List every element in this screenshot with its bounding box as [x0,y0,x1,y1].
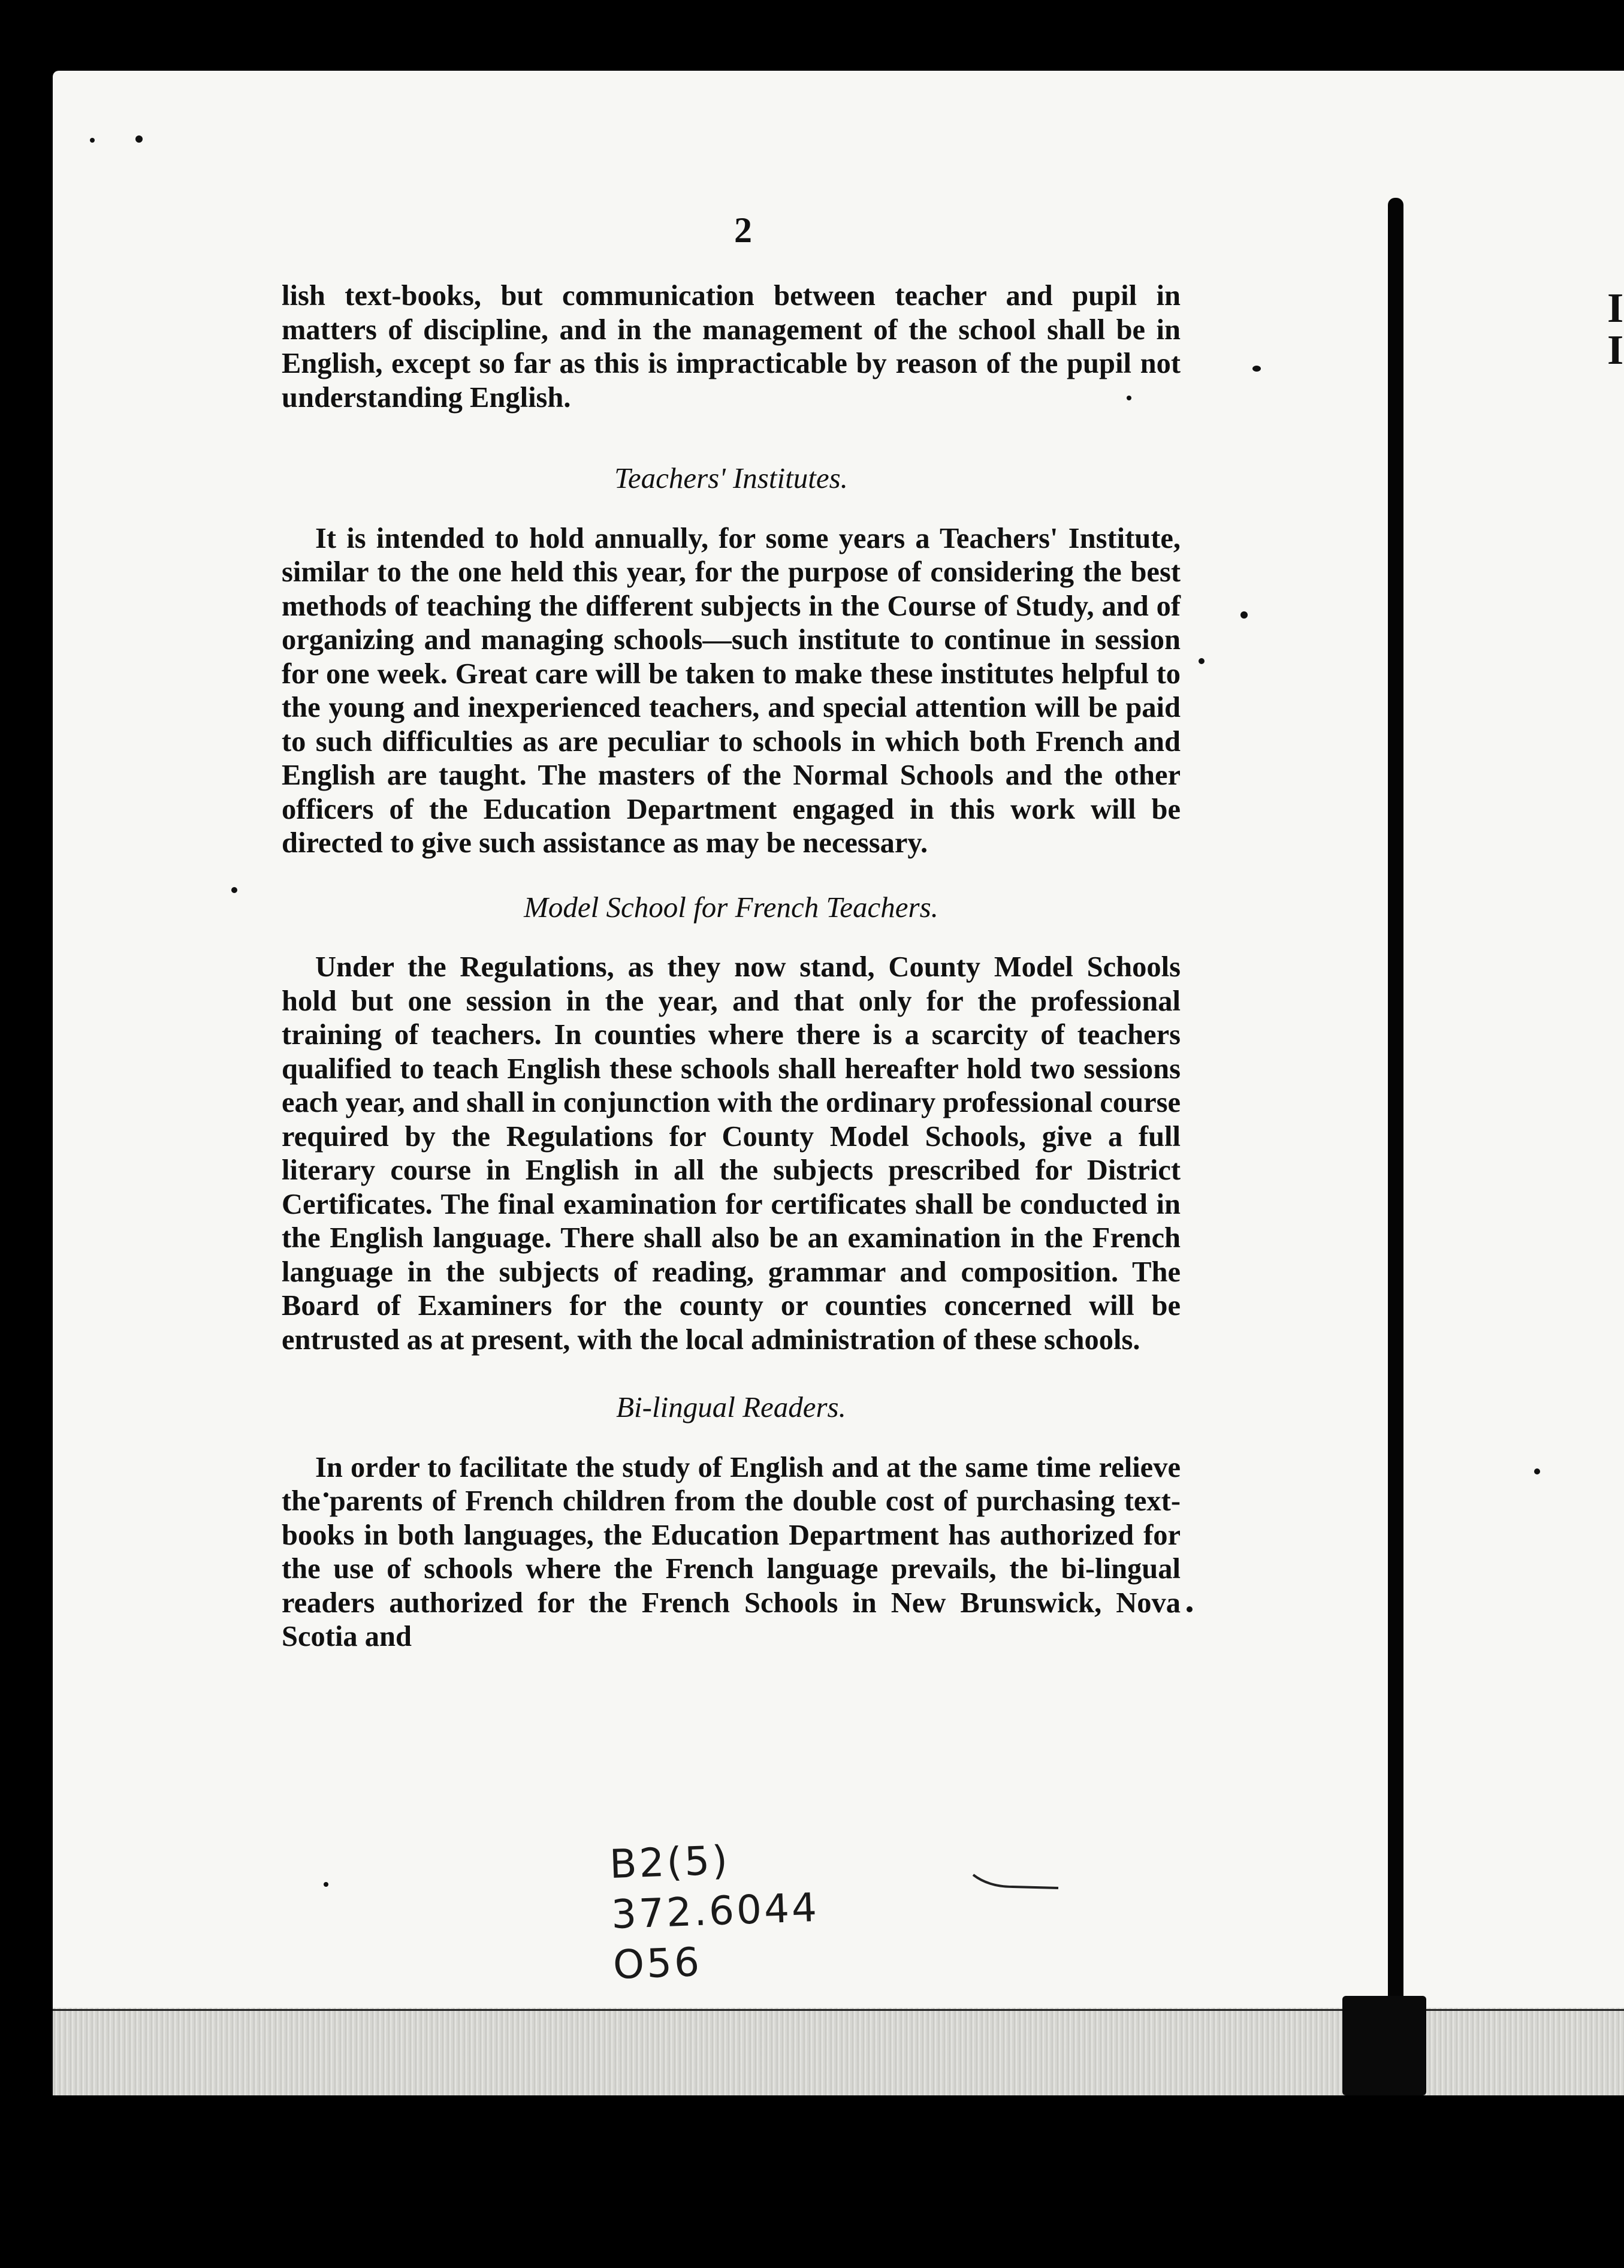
section-heading-bilingual-readers: Bi-lingual Readers. [616,1391,846,1423]
scan-speck [135,135,143,143]
handwritten-call-number [609,1829,925,1990]
scan-speck [324,1882,328,1887]
section-heading-model-school: Model School for French Teachers. [524,890,938,924]
call-number-line: O56 [612,1938,703,1988]
scan-speck [231,887,237,893]
scan-speck [1187,1606,1193,1612]
scan-speck [1199,658,1205,664]
call-number-line: 372.6044 [610,1884,820,1938]
binding-spine [1388,198,1403,2095]
paragraph-model-school: Under the Regulations, as they now stand, County Model Schools hold but one session in the year, and that only for the professional training of teachers. In counties where there is a scarcity of teachers qualified to teach English these schools shall hereafter hold two sessions each year, and shall in conjunction with the ordinary professional course required by the Regulations for County Model Schools, give a full literary course in English in all the subjects prescribed for District Certificates. The final examination for certificates shall be conducted in the English language. There shall also be an examination in the French language in the subjects of reading, grammar and composition. The Board of Examiners for the county or counties concerned will be entrusted as at present, with the local administration of these schools. [282,951,1181,1356]
paragraph-teachers-institutes: It is intended to hold annually, for some years a Teachers' Institute, similar to the one held this year, for the purpose of considering the best methods of teaching the different subjects in the Course of Study, and of organizing and managing schools—such institute to continue in session for one week. Great care will be taken to make these institutes helpful to the young and inexperienced teachers, and special attention will be paid to such difficulties as are peculiar to schools in which both French and English are taught. The masters of the Normal Schools and the other officers of the Education Department engaged in this work will be directed to give such assistance as may be necessary. [282,522,1181,859]
pen-stroke-mark [971,1869,1061,1893]
scan-speck [1534,1468,1540,1474]
body-text [282,279,1181,1654]
scan-speck [1252,366,1261,372]
fragment-line: I [1607,327,1624,373]
adjacent-page-fragment [1607,285,1624,373]
binding-spine-base [1342,1996,1426,2095]
intro-paragraph: lish text-books, but communication between teacher and pupil in matters of discipline, and in the management of the school shall be in English, except so far as this is impracticable by reason of the pupil not understanding English. [282,280,1181,414]
call-number-line: B2(5) [608,1837,731,1888]
page-number: 2 [734,210,752,250]
section-heading-teachers-institutes: Teachers' Institutes. [614,462,848,494]
fragment-line: I [1607,285,1624,331]
paragraph-bilingual-readers: In order to facilitate the study of English and at the same time relieve the parents of French children from the double cost of purchasing text-books in both languages, the Education Department has authorized for the use of schools where the French language prevails, the bi-lingual readers authorized for the French Schools in New Brunswick, Nova Scotia and [282,1451,1181,1652]
scan-speck [1240,611,1248,619]
scan-speck [90,138,95,143]
